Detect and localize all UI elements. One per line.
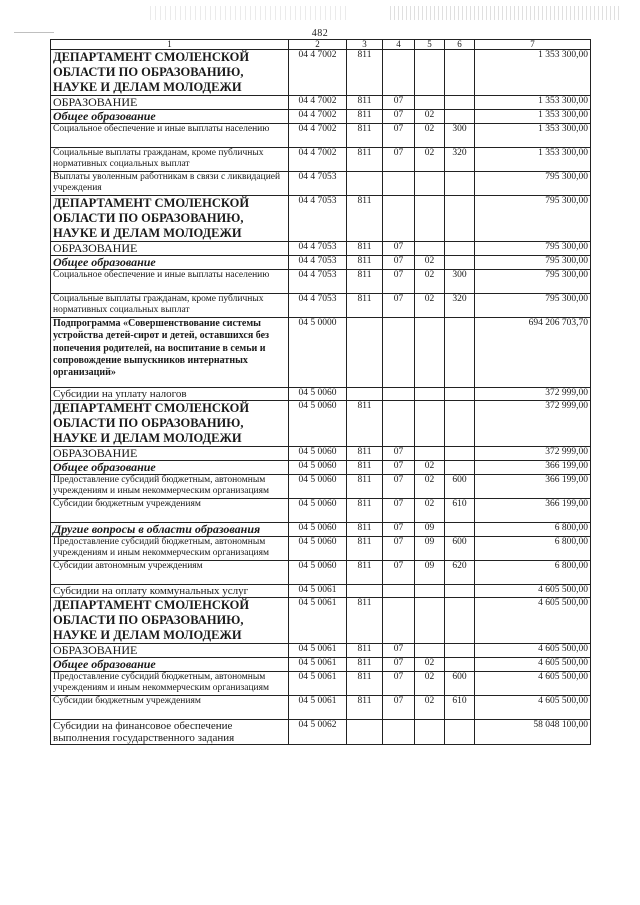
subsection-code: 09	[415, 561, 445, 585]
department-code: 811	[347, 148, 383, 172]
section-code	[383, 50, 415, 96]
row-name: ОБРАЗОВАНИЕ	[51, 447, 289, 461]
department-code: 811	[347, 561, 383, 585]
table-row	[51, 388, 591, 401]
subsection-code: 02	[415, 658, 445, 672]
amount: 1 353 300,00	[475, 110, 591, 124]
table-row	[51, 294, 591, 318]
section-code: 07	[383, 499, 415, 523]
amount: 6 800,00	[475, 537, 591, 561]
expense-type-code: 600	[445, 672, 475, 696]
subsection-code: 02	[415, 499, 445, 523]
expense-type-code: 610	[445, 696, 475, 720]
table-row	[51, 447, 591, 461]
section-code: 07	[383, 461, 415, 475]
expense-type-code	[445, 96, 475, 110]
table-row	[51, 124, 591, 148]
target-article-code: 04 4 7053	[289, 196, 347, 242]
target-article-code: 04 4 7053	[289, 242, 347, 256]
expense-type-code	[445, 242, 475, 256]
expense-type-code	[445, 196, 475, 242]
target-article-code: 04 5 0060	[289, 561, 347, 585]
table-row	[51, 537, 591, 561]
row-name: Подпрограмма «Совершенствование системы устройства детей-сирот и детей, оставшихся без попечения родителей, на воспитание в семьи и сопровождение выпускников интернатных организаций»	[51, 318, 289, 388]
section-code: 07	[383, 523, 415, 537]
subsection-code	[415, 585, 445, 598]
target-article-code: 04 5 0061	[289, 598, 347, 644]
expense-type-code	[445, 401, 475, 447]
expense-type-code: 300	[445, 270, 475, 294]
amount: 795 300,00	[475, 294, 591, 318]
expense-type-code	[445, 720, 475, 745]
target-article-code: 04 5 0060	[289, 537, 347, 561]
department-code	[347, 172, 383, 196]
row-name: Субсидии автономным учреждениям	[51, 561, 289, 585]
table-row	[51, 148, 591, 172]
department-code: 811	[347, 270, 383, 294]
row-name: Общее образование	[51, 461, 289, 475]
expense-type-code: 610	[445, 499, 475, 523]
section-code: 07	[383, 124, 415, 148]
section-code	[383, 585, 415, 598]
section-code: 07	[383, 658, 415, 672]
scan-noise-top-left	[150, 6, 350, 20]
subsection-code	[415, 96, 445, 110]
row-name: Субсидии бюджетным учреждениям	[51, 499, 289, 523]
row-name: Общее образование	[51, 256, 289, 270]
expense-type-code	[445, 598, 475, 644]
subsection-code	[415, 242, 445, 256]
target-article-code: 04 5 0060	[289, 523, 347, 537]
subsection-code: 02	[415, 461, 445, 475]
amount: 372 999,00	[475, 401, 591, 447]
table-row	[51, 598, 591, 644]
subsection-code: 02	[415, 256, 445, 270]
row-name: Предоставление субсидий бюджетным, автономным учреждениям и иным некоммерческим организациям	[51, 475, 289, 499]
department-code: 811	[347, 644, 383, 658]
target-article-code: 04 5 0061	[289, 696, 347, 720]
target-article-code: 04 5 0000	[289, 318, 347, 388]
target-article-code: 04 4 7002	[289, 96, 347, 110]
column-number: 6	[445, 40, 475, 50]
row-name: Социальное обеспечение и иные выплаты населению	[51, 124, 289, 148]
table-row	[51, 720, 591, 745]
target-article-code: 04 5 0060	[289, 388, 347, 401]
section-code: 07	[383, 672, 415, 696]
subsection-code: 02	[415, 270, 445, 294]
department-code: 811	[347, 447, 383, 461]
subsection-code: 02	[415, 124, 445, 148]
expense-type-code	[445, 318, 475, 388]
section-code: 07	[383, 270, 415, 294]
department-code: 811	[347, 537, 383, 561]
subsection-code	[415, 598, 445, 644]
amount: 4 605 500,00	[475, 696, 591, 720]
table-row	[51, 461, 591, 475]
column-number: 2	[289, 40, 347, 50]
expense-type-code: 300	[445, 124, 475, 148]
subsection-code	[415, 50, 445, 96]
target-article-code: 04 4 7053	[289, 256, 347, 270]
department-code: 811	[347, 523, 383, 537]
column-number: 3	[347, 40, 383, 50]
section-code: 07	[383, 242, 415, 256]
amount: 1 353 300,00	[475, 50, 591, 96]
target-article-code: 04 4 7053	[289, 294, 347, 318]
subsection-code: 02	[415, 294, 445, 318]
section-code	[383, 401, 415, 447]
amount: 4 605 500,00	[475, 644, 591, 658]
row-name: Субсидии на уплату налогов	[51, 388, 289, 401]
department-code: 811	[347, 196, 383, 242]
expense-type-code	[445, 523, 475, 537]
department-code	[347, 585, 383, 598]
amount: 694 206 703,70	[475, 318, 591, 388]
table-row	[51, 256, 591, 270]
expense-type-code	[445, 256, 475, 270]
department-code: 811	[347, 401, 383, 447]
subsection-code: 02	[415, 475, 445, 499]
table-row	[51, 318, 591, 388]
table-row	[51, 475, 591, 499]
target-article-code: 04 5 0061	[289, 644, 347, 658]
amount: 4 605 500,00	[475, 585, 591, 598]
section-code: 07	[383, 294, 415, 318]
subsection-code: 02	[415, 148, 445, 172]
target-article-code: 04 5 0061	[289, 585, 347, 598]
table-row	[51, 270, 591, 294]
scan-noise-top-right	[390, 6, 620, 20]
table-row	[51, 50, 591, 96]
table-row	[51, 401, 591, 447]
amount: 795 300,00	[475, 256, 591, 270]
expense-type-code	[445, 388, 475, 401]
row-name: Субсидии на оплату коммунальных услуг	[51, 585, 289, 598]
amount: 4 605 500,00	[475, 598, 591, 644]
subsection-code	[415, 720, 445, 745]
amount: 1 353 300,00	[475, 96, 591, 110]
row-name: Социальное обеспечение и иные выплаты населению	[51, 270, 289, 294]
amount: 372 999,00	[475, 388, 591, 401]
department-code: 811	[347, 696, 383, 720]
amount: 795 300,00	[475, 196, 591, 242]
target-article-code: 04 4 7002	[289, 124, 347, 148]
subsection-code	[415, 447, 445, 461]
subsection-code: 09	[415, 537, 445, 561]
row-name: Социальные выплаты гражданам, кроме публичных нормативных социальных выплат	[51, 294, 289, 318]
target-article-code: 04 5 0060	[289, 461, 347, 475]
section-code: 07	[383, 96, 415, 110]
section-code: 07	[383, 644, 415, 658]
table-row	[51, 96, 591, 110]
department-code	[347, 720, 383, 745]
department-code: 811	[347, 294, 383, 318]
subsection-code	[415, 644, 445, 658]
department-code: 811	[347, 124, 383, 148]
target-article-code: 04 5 0060	[289, 401, 347, 447]
row-name: Социальные выплаты гражданам, кроме публичных нормативных социальных выплат	[51, 148, 289, 172]
target-article-code: 04 5 0060	[289, 499, 347, 523]
expense-type-code	[445, 461, 475, 475]
expense-type-code	[445, 447, 475, 461]
row-name: Выплаты уволенным работникам в связи с ликвидацией учреждения	[51, 172, 289, 196]
section-code: 07	[383, 110, 415, 124]
expense-type-code: 620	[445, 561, 475, 585]
department-code: 811	[347, 50, 383, 96]
row-name: ДЕПАРТАМЕНТ СМОЛЕНСКОЙ ОБЛАСТИ ПО ОБРАЗОВАНИЮ, НАУКЕ И ДЕЛАМ МОЛОДЕЖИ	[51, 50, 289, 96]
amount: 366 199,00	[475, 499, 591, 523]
target-article-code: 04 4 7002	[289, 148, 347, 172]
department-code: 811	[347, 475, 383, 499]
amount: 4 605 500,00	[475, 672, 591, 696]
amount: 366 199,00	[475, 475, 591, 499]
expense-type-code: 320	[445, 148, 475, 172]
expense-type-code	[445, 585, 475, 598]
amount: 795 300,00	[475, 270, 591, 294]
target-article-code: 04 5 0062	[289, 720, 347, 745]
column-number: 5	[415, 40, 445, 50]
target-article-code: 04 4 7002	[289, 50, 347, 96]
amount: 366 199,00	[475, 461, 591, 475]
table-row	[51, 196, 591, 242]
section-code: 07	[383, 148, 415, 172]
table-row	[51, 644, 591, 658]
department-code	[347, 318, 383, 388]
section-code	[383, 196, 415, 242]
target-article-code: 04 4 7053	[289, 172, 347, 196]
row-name: Общее образование	[51, 110, 289, 124]
budget-table	[50, 39, 591, 745]
table-row	[51, 658, 591, 672]
target-article-code: 04 4 7053	[289, 270, 347, 294]
column-number-row	[51, 40, 591, 50]
subsection-code: 02	[415, 672, 445, 696]
row-name: ОБРАЗОВАНИЕ	[51, 96, 289, 110]
section-code	[383, 598, 415, 644]
amount: 58 048 100,00	[475, 720, 591, 745]
subsection-code	[415, 401, 445, 447]
department-code	[347, 388, 383, 401]
amount: 1 353 300,00	[475, 148, 591, 172]
section-code	[383, 720, 415, 745]
target-article-code: 04 5 0061	[289, 672, 347, 696]
row-name: ДЕПАРТАМЕНТ СМОЛЕНСКОЙ ОБЛАСТИ ПО ОБРАЗОВАНИЮ, НАУКЕ И ДЕЛАМ МОЛОДЕЖИ	[51, 401, 289, 447]
amount: 4 605 500,00	[475, 658, 591, 672]
table-row	[51, 172, 591, 196]
table-row	[51, 242, 591, 256]
row-name: ДЕПАРТАМЕНТ СМОЛЕНСКОЙ ОБЛАСТИ ПО ОБРАЗОВАНИЮ, НАУКЕ И ДЕЛАМ МОЛОДЕЖИ	[51, 196, 289, 242]
page-number: 482	[311, 28, 329, 39]
subsection-code	[415, 388, 445, 401]
amount: 795 300,00	[475, 242, 591, 256]
column-number: 7	[475, 40, 591, 50]
target-article-code: 04 5 0061	[289, 658, 347, 672]
subsection-code: 02	[415, 696, 445, 720]
section-code: 07	[383, 447, 415, 461]
row-name: Предоставление субсидий бюджетным, автономным учреждениям и иным некоммерческим организациям	[51, 537, 289, 561]
table-row	[51, 585, 591, 598]
department-code: 811	[347, 672, 383, 696]
department-code: 811	[347, 598, 383, 644]
expense-type-code	[445, 110, 475, 124]
expense-type-code	[445, 658, 475, 672]
department-code: 811	[347, 242, 383, 256]
table-row	[51, 499, 591, 523]
row-name: Субсидии бюджетным учреждениям	[51, 696, 289, 720]
subsection-code	[415, 318, 445, 388]
subsection-code	[415, 172, 445, 196]
row-name: Предоставление субсидий бюджетным, автономным учреждениям и иным некоммерческим организациям	[51, 672, 289, 696]
table-row	[51, 672, 591, 696]
table-row	[51, 696, 591, 720]
section-code: 07	[383, 256, 415, 270]
subsection-code	[415, 196, 445, 242]
amount: 1 353 300,00	[475, 124, 591, 148]
table-row	[51, 523, 591, 537]
subsection-code: 09	[415, 523, 445, 537]
row-name: ОБРАЗОВАНИЕ	[51, 644, 289, 658]
expense-type-code: 320	[445, 294, 475, 318]
department-code: 811	[347, 499, 383, 523]
expense-type-code	[445, 172, 475, 196]
section-code: 07	[383, 537, 415, 561]
row-name: Другие вопросы в области образования	[51, 523, 289, 537]
row-name: ОБРАЗОВАНИЕ	[51, 242, 289, 256]
section-code	[383, 318, 415, 388]
amount: 795 300,00	[475, 172, 591, 196]
target-article-code: 04 4 7002	[289, 110, 347, 124]
amount: 372 999,00	[475, 447, 591, 461]
row-name: Субсидии на финансовое обеспечение выполнения государственного задания	[51, 720, 289, 745]
department-code: 811	[347, 110, 383, 124]
expense-type-code	[445, 50, 475, 96]
subsection-code: 02	[415, 110, 445, 124]
row-name: Общее образование	[51, 658, 289, 672]
section-code: 07	[383, 475, 415, 499]
column-number: 1	[51, 40, 289, 50]
section-code	[383, 388, 415, 401]
amount: 6 800,00	[475, 561, 591, 585]
section-code: 07	[383, 696, 415, 720]
department-code: 811	[347, 96, 383, 110]
target-article-code: 04 5 0060	[289, 447, 347, 461]
row-name: ДЕПАРТАМЕНТ СМОЛЕНСКОЙ ОБЛАСТИ ПО ОБРАЗОВАНИЮ, НАУКЕ И ДЕЛАМ МОЛОДЕЖИ	[51, 598, 289, 644]
section-code	[383, 172, 415, 196]
expense-type-code	[445, 644, 475, 658]
department-code: 811	[347, 256, 383, 270]
department-code: 811	[347, 658, 383, 672]
department-code: 811	[347, 461, 383, 475]
target-article-code: 04 5 0060	[289, 475, 347, 499]
table-row	[51, 110, 591, 124]
section-code: 07	[383, 561, 415, 585]
expense-type-code: 600	[445, 475, 475, 499]
expense-type-code: 600	[445, 537, 475, 561]
column-number: 4	[383, 40, 415, 50]
table-row	[51, 561, 591, 585]
amount: 6 800,00	[475, 523, 591, 537]
